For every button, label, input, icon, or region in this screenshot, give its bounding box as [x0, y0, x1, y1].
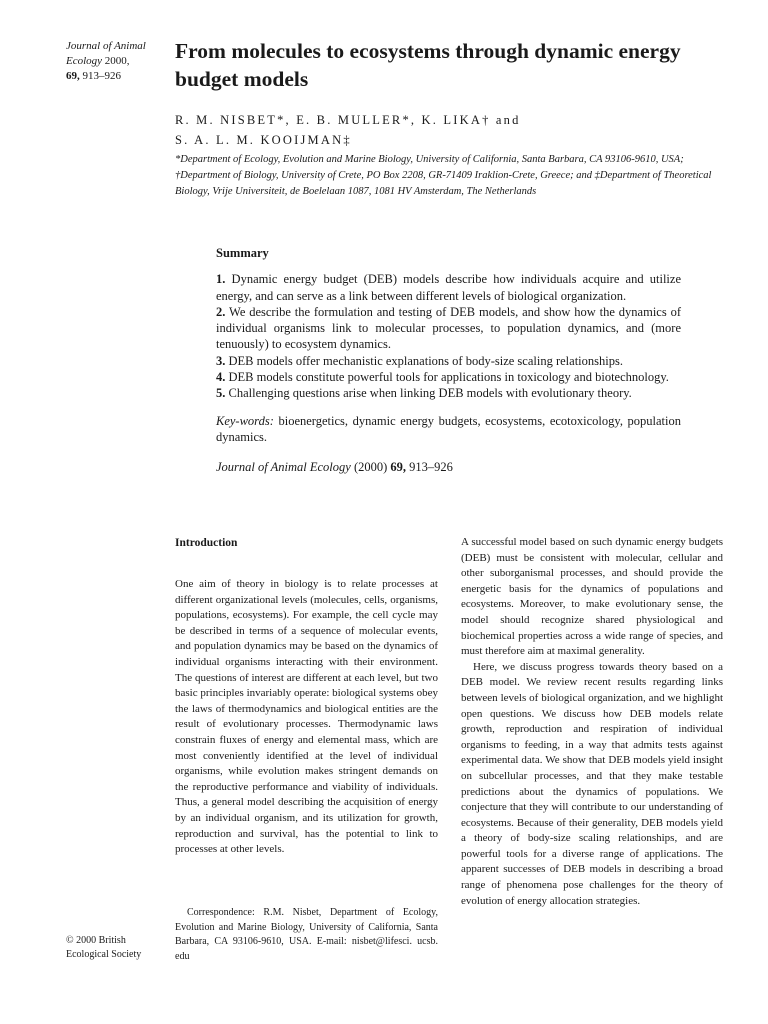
point-text: DEB models constitute powerful tools for applications in toxicology and biotechnology.	[228, 370, 669, 385]
affiliations: *Department of Ecology, Evolution and Marine Biology, University of California, Santa Barbara, CA 93106-9610, USA; †Department of Biology, University of Crete, PO Box 2208, GR-71409 Iraklion-Crete, Greece; and ‡Department of Theoretical Biology, Vrije Universiteit, de Boelelaan 1087, 1081 HV Amsterdam, The Netherlands	[175, 154, 712, 197]
citation-year: (2000)	[353, 460, 388, 475]
point-number: 2.	[216, 304, 226, 319]
intro-paragraph-right-2: Here, we discuss progress towards theory based on a DEB model. We review recent results regarding links between levels of biological organization, and we highlight open questions. We discuss how DEB models relate growth, reproduction and respiration of individual organisms to feeding, in a way that admits tests against experimental data. We show that DEB models yield insight on subcellular processes, and that they make testable predictions about the dynamics of populations. We conjecture that they will contribute to our understanding of ecosystems. Because of their generality, DEB models yield a theory of body-size scaling relationships, and are powerful tools for a diverse range of applications. The apparent successes of DEB models in describing a broad range of phenomena pose challenges for the theory of evolution of energy allocation strategies.	[461, 660, 723, 907]
copyright-notice	[66, 934, 166, 962]
summary-section	[216, 245, 681, 476]
summary-point	[216, 353, 681, 369]
citation-volume: 69,	[390, 460, 407, 475]
copyright-line-1: © 2000 British	[66, 935, 126, 946]
introduction-heading: Introduction	[175, 537, 238, 549]
citation-pages: 913–926	[409, 460, 453, 475]
author-line-2: S. A. L. M. KOOIJMAN‡	[175, 133, 352, 147]
summary-heading: Summary	[216, 246, 269, 260]
keywords-list: bioenergetics, dynamic energy budgets, ecosystems, ecotoxicology, population dynamics.	[216, 413, 682, 444]
point-number: 5.	[216, 386, 226, 401]
journal-year: 2000,	[104, 55, 130, 67]
point-number: 4.	[216, 370, 226, 385]
point-number: 3.	[216, 353, 226, 368]
summary-point	[216, 304, 681, 353]
journal-reference	[66, 39, 166, 84]
intro-paragraph-left: One aim of theory in biology is to relate processes at different organizational levels (molecules, cells, organisms, populations, ecosystems). For example, the cell cycle may be described in terms of a sequence of molecular events, and population dynamics may be based on the dynamics of individual organisms interacting with their environment. The questions of interest are different at each level, but two basic principles invariably operate: biological systems obey the laws of thermodynamics and biological entities are the result of evolutionary processes. Thermodynamic laws constrain fluxes of energy and elemental mass, which are most conveniently identified at the level of individual organisms, while evolution makes stringent demands on the reproductive performance and viability of individuals. Thus, a general model describing the acquisition of energy by an individual organism, and its utilization for growth, reproduction and survival, has the potential to link to processes at other levels.	[175, 578, 438, 856]
intro-paragraph-right-1: A successful model based on such dynamic energy budgets (DEB) must be consistent with molecular, cellular and other suborganismal processes, and should provide the energetic basis for the dynamics of populations and ecosystems. Moreover, to make evolutionary sense, the model should recognize shared physiological and biochemical properties across a wide range of species, and must therefore aim at maximal generality.	[461, 536, 723, 658]
journal-pages: 913–926	[82, 70, 121, 82]
journal-name: Journal of Animal Ecology	[66, 40, 146, 67]
copyright-line-2: Ecological Society	[66, 949, 142, 960]
right-column	[461, 535, 723, 909]
point-text: Dynamic energy budget (DEB) models describe how individuals acquire and utilize energy, and can serve as a link between different levels of biological organization.	[216, 272, 681, 303]
correspondence-note: Correspondence: R.M. Nisbet, Department of Ecology, Evolution and Marine Biology, University of California, Santa Barbara, CA 93106-9610, USA. E-mail: nisbet@lifesci. ucsb. edu	[175, 907, 438, 962]
keywords	[216, 413, 681, 446]
point-text: We describe the formulation and testing of DEB models, and show how the dynamics of individual organisms link to molecular processes, to population dynamics, and (more tenuously) to ecosystem dynamics.	[216, 304, 681, 352]
keywords-label: Key-words:	[216, 413, 274, 428]
summary-point	[216, 369, 681, 385]
point-text: Challenging questions arise when linking DEB models with evolutionary theory.	[228, 386, 632, 401]
left-column	[175, 535, 438, 858]
point-text: DEB models offer mechanistic explanations of body-size scaling relationships.	[228, 353, 623, 368]
point-number: 1.	[216, 272, 226, 287]
author-line-1: R. M. NISBET*, E. B. MULLER*, K. LIKA† and	[175, 113, 521, 127]
citation-line	[216, 459, 681, 475]
author-list	[175, 110, 735, 150]
journal-volume: 69,	[66, 70, 80, 82]
summary-point	[216, 271, 681, 304]
citation-journal: Journal of Animal Ecology	[216, 460, 351, 475]
article-title: From molecules to ecosystems through dynamic energy budget models	[175, 39, 681, 91]
summary-point	[216, 385, 681, 401]
